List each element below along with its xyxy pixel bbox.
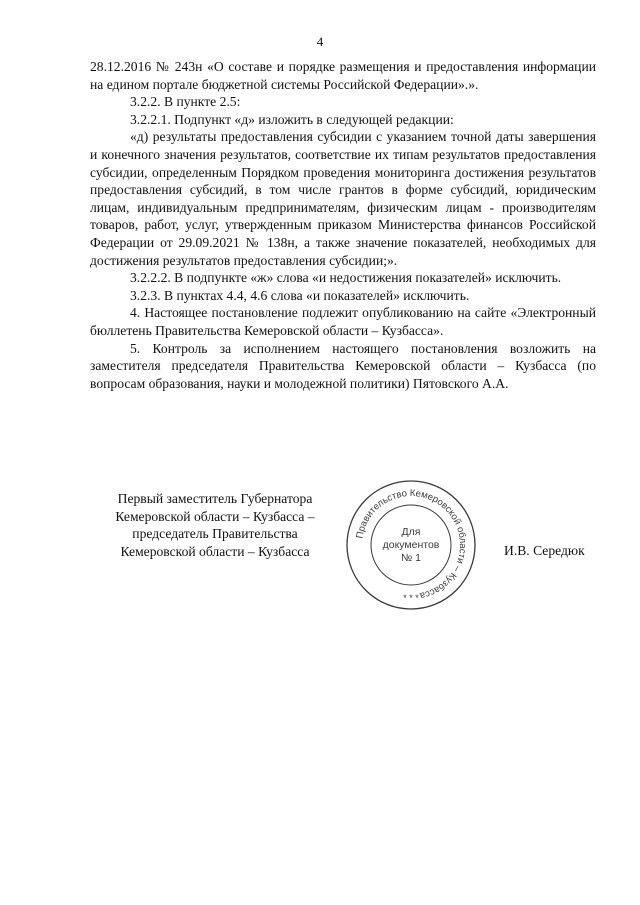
seal-center-line: № 1 [400, 552, 422, 564]
document-body [90, 58, 596, 392]
paragraph-4: 4. Настоящее постановление подлежит опубликованию на сайте «Электронный бюллетень Правительства Кемеровской области – Кузбасса». [90, 305, 596, 338]
page-number: 4 [316, 34, 324, 49]
signature-title [90, 490, 340, 560]
signer-name: И.В. Середюк [504, 543, 585, 558]
seal-stars: * * * [403, 593, 419, 603]
paragraph-subparagraph-d: «д) результаты предоставления субсидии с указанием точной даты завершения и конечного значения результатов, соответствие их типам результатов предоставления субсидии, определенным Порядком проведения мониторинга достижения результатов предоставления субсидий, в том числе грантов в форме субсидий, юридическим лицам, индивидуальным предпринимателям, физическим лицам - производителям товаров, работ, услуг, утвержденным приказом Министерства финансов Российской Федерации от 29.09.2021 № 138н, а также значение показателей, необходимых для достижения результатов предоставления субсидии;». [90, 129, 596, 268]
signature-title-line: Первый заместитель Губернатора [117, 491, 313, 506]
seal-ring-text: Правительство Кемеровской области – Кузбасса [354, 487, 469, 602]
paragraph-continuation: 28.12.2016 № 243н «О составе и порядке размещения и предоставления информации на едином портале бюджетной системы Российской Федерации».». [90, 59, 596, 92]
signature-title-line: Кемеровской области – Кузбасса [120, 543, 310, 559]
paragraph-3-2-2-1: 3.2.2.1. Подпункт «д» изложить в следующей редакции: [130, 111, 454, 127]
paragraph-5: 5. Контроль за исполнением настоящего постановления возложить на заместителя председателя Правительства Кемеровской области – Кузбасса (по вопросам образования, науки и молодежной политики) Пятовского А.А. [90, 340, 596, 391]
paragraph-3-2-2: 3.2.2. В пункте 2.5: [130, 94, 241, 110]
official-seal [343, 477, 479, 613]
seal-center-line: Для [401, 526, 421, 538]
paragraph-3-2-3: 3.2.3. В пунктах 4.4, 4.6 слова «и показателей» исключить. [130, 287, 470, 303]
signature-title-line: Кемеровской области – Кузбасса – [115, 508, 315, 524]
paragraph-3-2-2-2: 3.2.2.2. В подпункте «ж» слова «и недостижения показателей» исключить. [130, 270, 562, 286]
seal-graphic [343, 477, 479, 613]
signature-title-line: председатель Правительства [132, 526, 298, 542]
seal-center-line: документов [382, 539, 440, 551]
